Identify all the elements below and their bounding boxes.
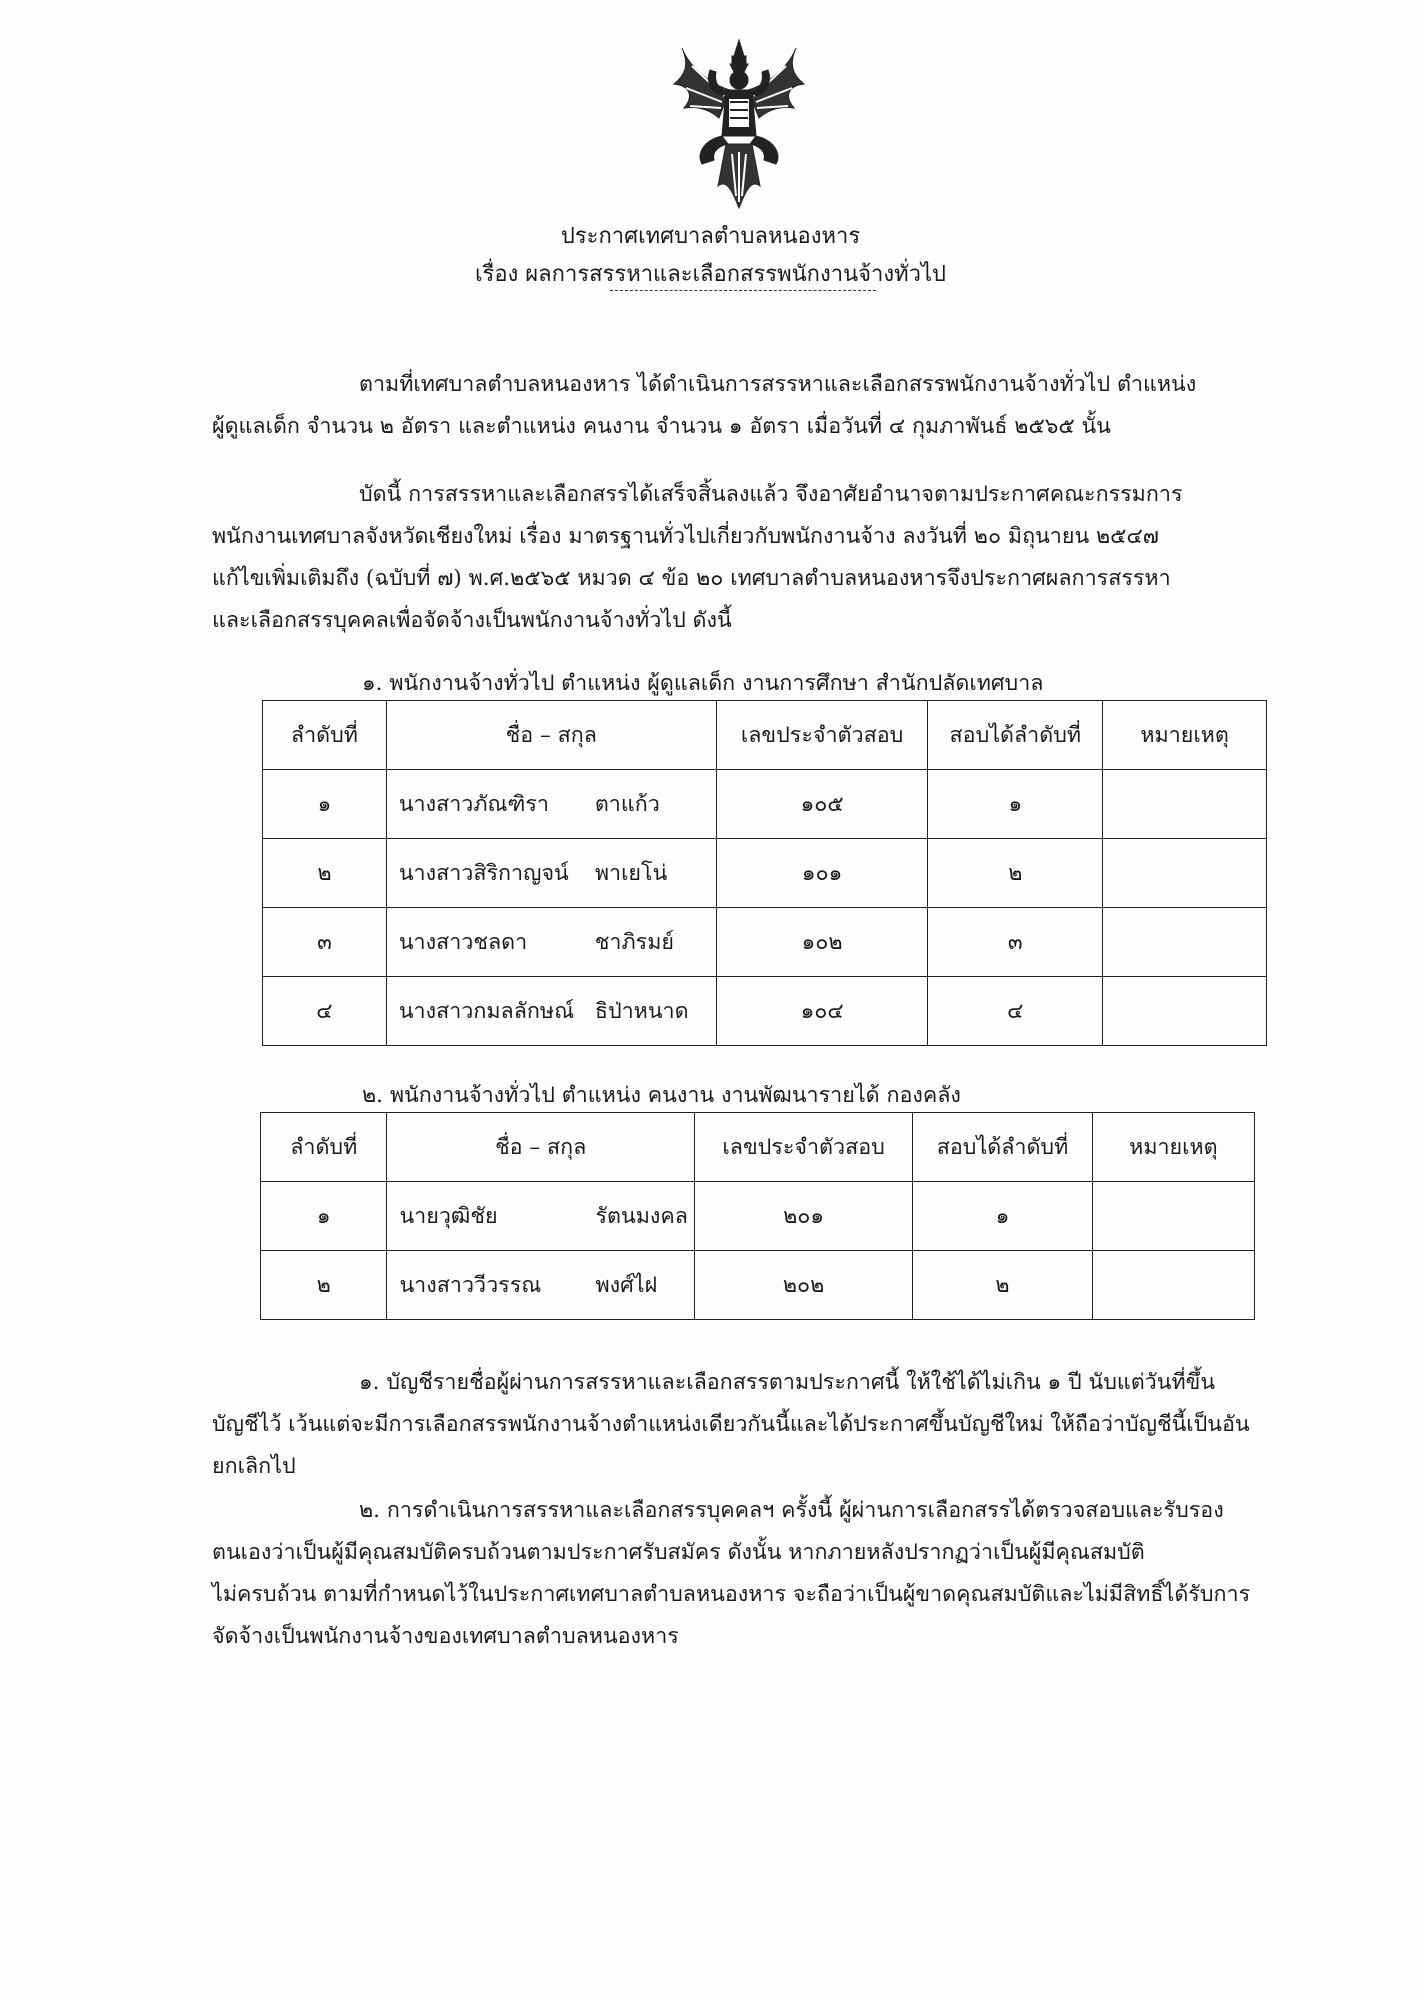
intro-line: ผู้ดูแลเด็ก จำนวน ๒ อัตรา และตำแหน่ง คนงาน จำนวน ๑ อัตรา เมื่อวันที่ ๔ กุมภาพันธ์ ๒๕๖๕ นั้น [212, 414, 1111, 439]
exam-id-cell: ๒๐๑ [694, 1182, 912, 1251]
first-name: นางสาวสิริกาญจน์ [398, 861, 569, 886]
table-row [263, 977, 1267, 1046]
name-cell [386, 770, 716, 839]
intro-paragraph [212, 364, 1196, 448]
authority-line: พนักงานเทศบาลจังหวัดเชียงใหม่ เรื่อง มาตรฐานทั่วไปเกี่ยวกับพนักงานจ้าง ลงวันที่ ๒๐ มิถุนายน ๒๕๔๗ [212, 524, 1159, 549]
table-row [261, 1182, 1255, 1251]
exam-id-cell: ๑๐๑ [716, 839, 928, 908]
last-name: รัตนมงคล [595, 1204, 688, 1229]
exam-id-cell: ๑๐๕ [716, 770, 928, 839]
exam-id-cell: ๒๐๒ [694, 1251, 912, 1320]
note-line: จัดจ้างเป็นพนักงานจ้างของเทศบาลตำบลหนองหาร [212, 1624, 679, 1649]
column-header: สอบได้ลำดับที่ [928, 701, 1103, 770]
note-line: ไม่ครบถ้วน ตามที่กำหนดไว้ในประกาศเทศบาลตำบลหนองหาร จะถือว่าเป็นผู้ขาดคุณสมบัติและไม่มีสิทธิ์ได้รับการ [212, 1582, 1251, 1607]
note-cell [1092, 1182, 1254, 1251]
worker-results-table [260, 1112, 1255, 1320]
table-row [263, 839, 1267, 908]
title-divider [610, 290, 876, 291]
first-name: นางสาวภัณฑิรา [398, 792, 549, 817]
exam-id-cell: ๑๐๒ [716, 908, 928, 977]
table-header-row [263, 701, 1267, 770]
last-name: ธิป่าหนาด [594, 999, 689, 1024]
name-cell [386, 908, 716, 977]
announcement-title: ประกาศเทศบาลตำบลหนองหาร [560, 224, 861, 249]
note-cell [1103, 770, 1267, 839]
order-cell: ๔ [263, 977, 387, 1046]
rank-cell: ๑ [928, 770, 1103, 839]
column-header: ลำดับที่ [261, 1113, 387, 1182]
column-header: สอบได้ลำดับที่ [913, 1113, 1093, 1182]
table-row [263, 770, 1267, 839]
rank-cell: ๒ [928, 839, 1103, 908]
rank-cell: ๓ [928, 908, 1103, 977]
rank-cell: ๑ [913, 1182, 1093, 1251]
column-header: เลขประจำตัวสอบ [716, 701, 928, 770]
list-validity-note [212, 1362, 1250, 1488]
rank-cell: ๒ [913, 1251, 1093, 1320]
order-cell: ๒ [263, 839, 387, 908]
note-cell [1103, 908, 1267, 977]
order-cell: ๑ [263, 770, 387, 839]
authority-line: และเลือกสรรบุคคลเพื่อจัดจ้างเป็นพนักงานจ้างทั่วไป ดังนี้ [212, 608, 732, 633]
column-header: หมายเหตุ [1092, 1113, 1254, 1182]
name-cell [387, 1182, 694, 1251]
childcare-results-table [262, 700, 1267, 1046]
intro-line: ตามที่เทศบาลตำบลหนองหาร ได้ดำเนินการสรรหาและเลือกสรรพนักงานจ้างทั่วไป ตำแหน่ง [359, 372, 1197, 397]
last-name: ชาภิรมย์ [594, 930, 674, 955]
table-header-row [261, 1113, 1255, 1182]
rank-cell: ๔ [928, 977, 1103, 1046]
authority-line: บัดนี้ การสรรหาและเลือกสรรได้เสร็จสิ้นลงแล้ว จึงอาศัยอำนาจตามประกาศคณะกรรมการ [359, 482, 1183, 507]
column-header: ชื่อ – สกุล [387, 1113, 694, 1182]
note-line: บัญชีไว้ เว้นแต่จะมีการเลือกสรรพนักงานจ้างตำแหน่งเดียวกันนี้และได้ประกาศขึ้นบัญชีใหม่ ให้ถือว่าบัญชีนี้เป็นอัน [212, 1412, 1250, 1437]
authority-line: แก้ไขเพิ่มเติมถึง (ฉบับที่ ๗) พ.ศ.๒๕๖๕ หมวด ๔ ข้อ ๒๐ เทศบาลตำบลหนองหารจึงประกาศผลการสรรหา [212, 566, 1171, 591]
column-header: ลำดับที่ [263, 701, 387, 770]
section-2-heading: ๒. พนักงานจ้างทั่วไป ตำแหน่ง คนงาน งานพัฒนารายได้ กองคลัง [362, 1083, 961, 1108]
section-1-heading: ๑. พนักงานจ้างทั่วไป ตำแหน่ง ผู้ดูแลเด็ก งานการศึกษา สำนักปลัดเทศบาล [362, 671, 1044, 696]
exam-id-cell: ๑๐๔ [716, 977, 928, 1046]
name-cell [387, 1251, 694, 1320]
order-cell: ๑ [261, 1182, 387, 1251]
column-header: เลขประจำตัวสอบ [694, 1113, 912, 1182]
first-name: นางสาวกมลลักษณ์ [398, 999, 575, 1024]
note-cell [1103, 839, 1267, 908]
qualification-note [212, 1490, 1250, 1658]
table-row [263, 908, 1267, 977]
note-line: ตนเองว่าเป็นผู้มีคุณสมบัติครบถ้วนตามประกาศรับสมัคร ดังนั้น หากภายหลังปรากฏว่าเป็นผู้มีคุณสมบัติ [212, 1540, 1145, 1565]
name-cell [386, 839, 716, 908]
last-name: พาเยโน่ [594, 861, 668, 886]
note-line: ยกเลิกไป [212, 1454, 296, 1479]
column-header: ชื่อ – สกุล [386, 701, 716, 770]
last-name: ตาแก้ว [594, 792, 660, 817]
note-line: ๑. บัญชีรายชื่อผู้ผ่านการสรรหาและเลือกสรรตามประกาศนี้ ให้ใช้ได้ไม่เกิน ๑ ปี นับแต่วันที่ขึ้น [359, 1370, 1216, 1395]
name-cell [386, 977, 716, 1046]
note-line: ๒. การดำเนินการสรรหาและเลือกสรรบุคคลฯ ครั้งนี้ ผู้ผ่านการเลือกสรรได้ตรวจสอบและรับรอง [359, 1498, 1224, 1523]
order-cell: ๒ [261, 1251, 387, 1320]
announcement-subject: เรื่อง ผลการสรรหาและเลือกสรรพนักงานจ้างทั่วไป [474, 262, 946, 287]
first-name: นายวุฒิชัย [399, 1204, 498, 1229]
last-name: พงศ์ไฝ [595, 1273, 658, 1298]
table-row [261, 1251, 1255, 1320]
column-header: หมายเหตุ [1103, 701, 1267, 770]
garuda-emblem-icon [664, 36, 814, 211]
order-cell: ๓ [263, 908, 387, 977]
authority-paragraph [212, 474, 1183, 642]
first-name: นางสาววีวรรณ [399, 1273, 542, 1298]
note-cell [1092, 1251, 1254, 1320]
note-cell [1103, 977, 1267, 1046]
first-name: นางสาวชลดา [398, 930, 528, 955]
